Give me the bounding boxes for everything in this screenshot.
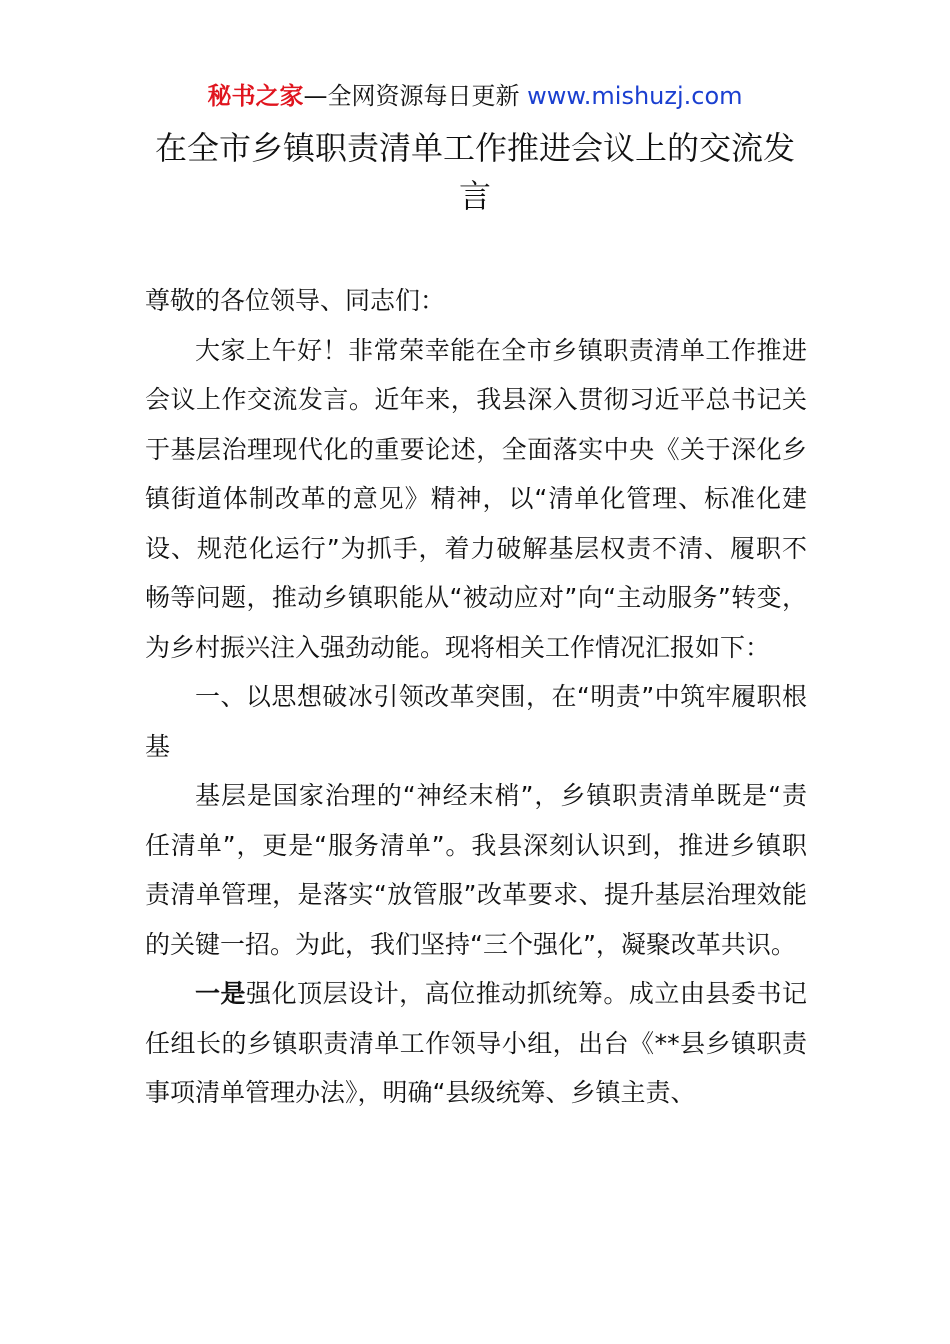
section-heading-1: 一、以思想破冰引领改革突围，在“明责”中筑牢履职根基 — [145, 682, 807, 761]
site-url-link[interactable]: www.mishuzj.com — [527, 82, 743, 110]
header-tagline: —全网资源每日更新 — [303, 82, 520, 110]
paragraph-point-1 — [145, 969, 807, 1118]
paragraph-section-1: 基层是国家治理的“神经末梢”，乡镇职责清单既是“责任清单”，更是“服务清单”。我县深刻认识到，推进乡镇职责清单管理，是落实“放管服”改革要求、提升基层治理效能的关键一招。为此，我们坚持“三个强化”，凝聚改革共识。 — [145, 781, 807, 959]
paragraph-intro: 大家上午好！非常荣幸能在全市乡镇职责清单工作推进会议上作交流发言。近年来，我县深入贯彻习近平总书记关于基层治理现代化的重要论述，全面落实中央《关于深化乡镇街道体制改革的意见》精神，以“清单化管理、标准化建设、规范化运行”为抓手，着力破解基层权责不清、履职不畅等问题，推动乡镇职能从“被动应对”向“主动服务”转变，为乡村振兴注入强劲动能。现将相关工作情况汇报如下： — [145, 335, 807, 662]
point-lead: 一是 — [195, 979, 247, 1008]
point-text: 强化顶层设计，高位推动抓统筹。成立由县委书记任组长的乡镇职责清单工作领导小组，出台《**县乡镇职责事项清单管理办法》，明确“县级统筹、乡镇主责、 — [145, 979, 807, 1107]
document-body — [145, 276, 807, 1118]
site-header — [0, 80, 950, 112]
document-title: 在全市乡镇职责清单工作推进会议上的交流发言 — [154, 129, 795, 215]
salutation: 尊敬的各位领导、同志们： — [145, 286, 446, 315]
brand-name: 秘书之家 — [207, 82, 304, 110]
